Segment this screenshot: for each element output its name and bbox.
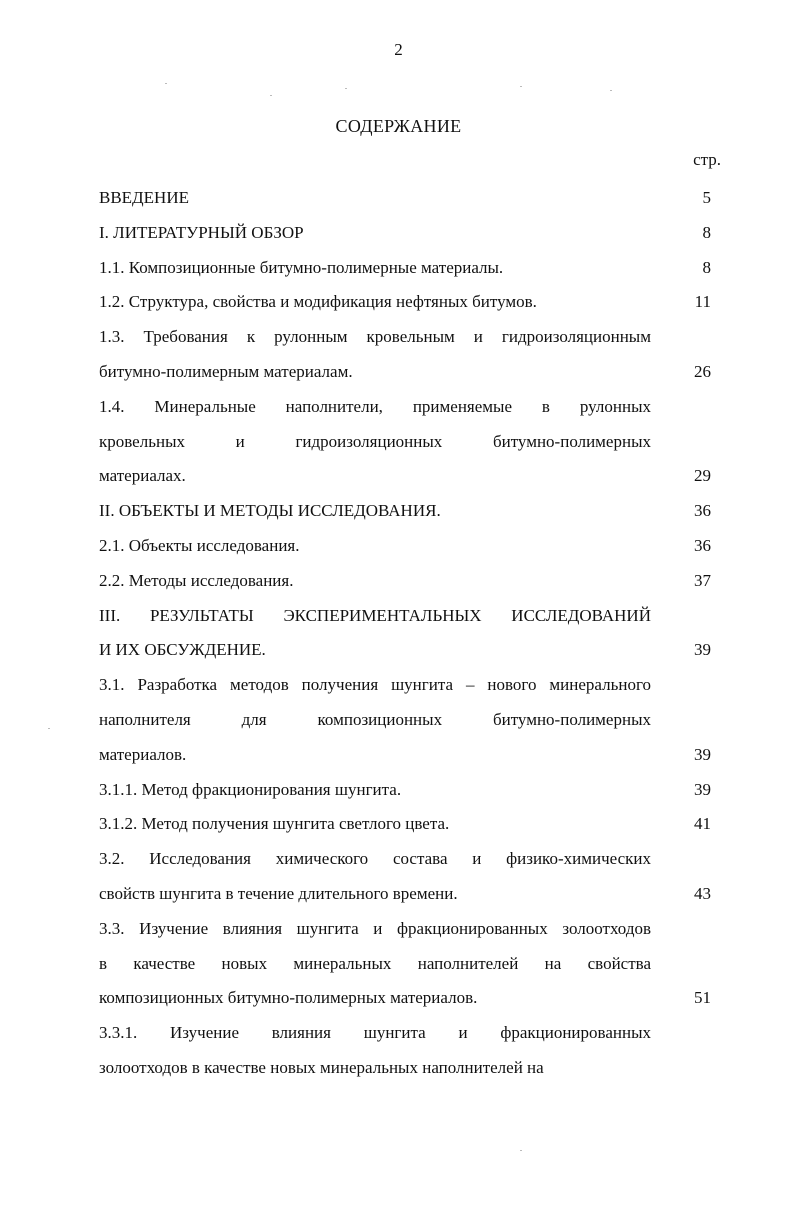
toc-page-number: 41 [694,814,711,834]
toc-entry [99,390,711,494]
toc-entry-line: 3.3. Изучение влияния шунгита и фракционированных золоотходов [99,918,651,938]
toc-entry-line: 2.2. Методы исследования. [99,570,294,590]
toc-entry-line: битумно-полимерным материалам. [99,361,353,381]
toc-entry-line: 3.1. Разработка методов получения шунгита – нового минерального [99,675,651,695]
toc-entry [99,251,711,286]
toc-entry-line: 1.1. Композиционные битумно-полимерные материалы. [99,257,504,277]
table-of-contents [99,181,711,1086]
toc-entry-title [99,564,651,599]
toc-entry [99,807,711,842]
page-column-label: стр. [693,150,721,169]
toc-entry-line: кровельных и гидроизоляционных битумно-полимерных [99,431,651,451]
toc-entry [99,773,711,808]
toc-page-number: 37 [694,570,711,590]
toc-page-number: 51 [694,988,711,1008]
toc-entry [99,320,711,390]
toc-page-number: 26 [694,361,711,381]
toc-entry-title [99,494,651,529]
toc-entry [99,494,711,529]
toc-entry-line: материалах. [99,466,186,486]
toc-entry [99,599,711,669]
toc-entry [99,912,711,1016]
toc-entry-title [99,251,651,286]
toc-entry-line: 1.3. Требования к рулонным кровельным и гидроизоляционным [99,327,651,347]
toc-entry-title [99,773,651,808]
toc-entry-line: II. ОБЪЕКТЫ И МЕТОДЫ ИССЛЕДОВАНИЯ. [99,501,441,521]
toc-entry-line: III. РЕЗУЛЬТАТЫ ЭКСПЕРИМЕНТАЛЬНЫХ ИССЛЕДОВАНИЙ [99,605,651,625]
toc-entry-title [99,181,651,216]
toc-entry [99,564,711,599]
toc-entry-line: 2.1. Объекты исследования. [99,535,300,555]
toc-entry-line: 3.1.1. Метод фракционирования шунгита. [99,779,402,799]
toc-entry-line: материалов. [99,744,187,764]
toc-entry-line: 1.4. Минеральные наполнители, применяемые в рулонных [99,396,651,416]
toc-page-number [661,1051,711,1086]
toc-entry-title [99,285,651,320]
scan-speck [345,88,347,89]
scan-speck [270,95,272,96]
toc-page-number: 36 [694,501,711,521]
toc-entry-title [99,320,651,390]
toc-entry-title [99,807,651,842]
toc-entry-title [99,390,651,494]
toc-entry [99,181,711,216]
page-title: СОДЕРЖАНИЕ [335,116,462,136]
toc-page-number: 8 [702,222,711,242]
toc-entry [99,529,711,564]
scan-speck [165,83,167,84]
toc-entry-line: ВВЕДЕНИЕ [99,188,189,207]
toc-entry [99,1016,711,1086]
toc-entry-title [99,529,651,564]
toc-page-number: 29 [694,466,711,486]
toc-entry-line: 1.2. Структура, свойства и модификация нефтяных битумов. [99,292,537,312]
scan-speck [520,1150,522,1151]
toc-page-number: 5 [702,188,711,207]
toc-page-number: 39 [694,744,711,764]
toc-entry-line: 3.2. Исследования химического состава и физико-химических [99,849,651,869]
toc-entry-line: 3.3.1. Изучение влияния шунгита и фракционированных [99,1023,651,1043]
scan-speck [48,728,50,729]
toc-entry-title [99,1016,651,1086]
toc-entry-title [99,668,651,772]
toc-entry [99,285,711,320]
toc-page-number: 39 [694,779,711,799]
toc-page-number: 11 [694,292,711,312]
toc-entry-title [99,912,651,1016]
page-number: 2 [394,40,403,59]
toc-entry-line: золоотходов в качестве новых минеральных наполнителей на [99,1057,544,1077]
toc-entry [99,668,711,772]
toc-entry-line: композиционных битумно-полимерных материалов. [99,988,478,1008]
toc-entry-title [99,842,651,912]
scan-speck [520,86,522,87]
scan-speck [610,90,612,91]
toc-entry-line: И ИХ ОБСУЖДЕНИЕ. [99,640,266,660]
toc-entry [99,216,711,251]
toc-page-number: 39 [694,640,711,660]
toc-page-number: 8 [702,257,711,277]
toc-page-number: 36 [694,535,711,555]
toc-page-number: 43 [694,883,711,903]
toc-entry-line: свойств шунгита в течение длительного времени. [99,883,458,903]
toc-entry-line: наполнителя для композиционных битумно-полимерных [99,709,651,729]
toc-entry-title [99,599,651,669]
toc-entry-line: в качестве новых минеральных наполнителей на свойства [99,953,651,973]
toc-entry [99,842,711,912]
toc-entry-line: 3.1.2. Метод получения шунгита светлого цвета. [99,814,450,834]
toc-entry-title [99,216,651,251]
toc-entry-line: I. ЛИТЕРАТУРНЫЙ ОБЗОР [99,222,304,242]
